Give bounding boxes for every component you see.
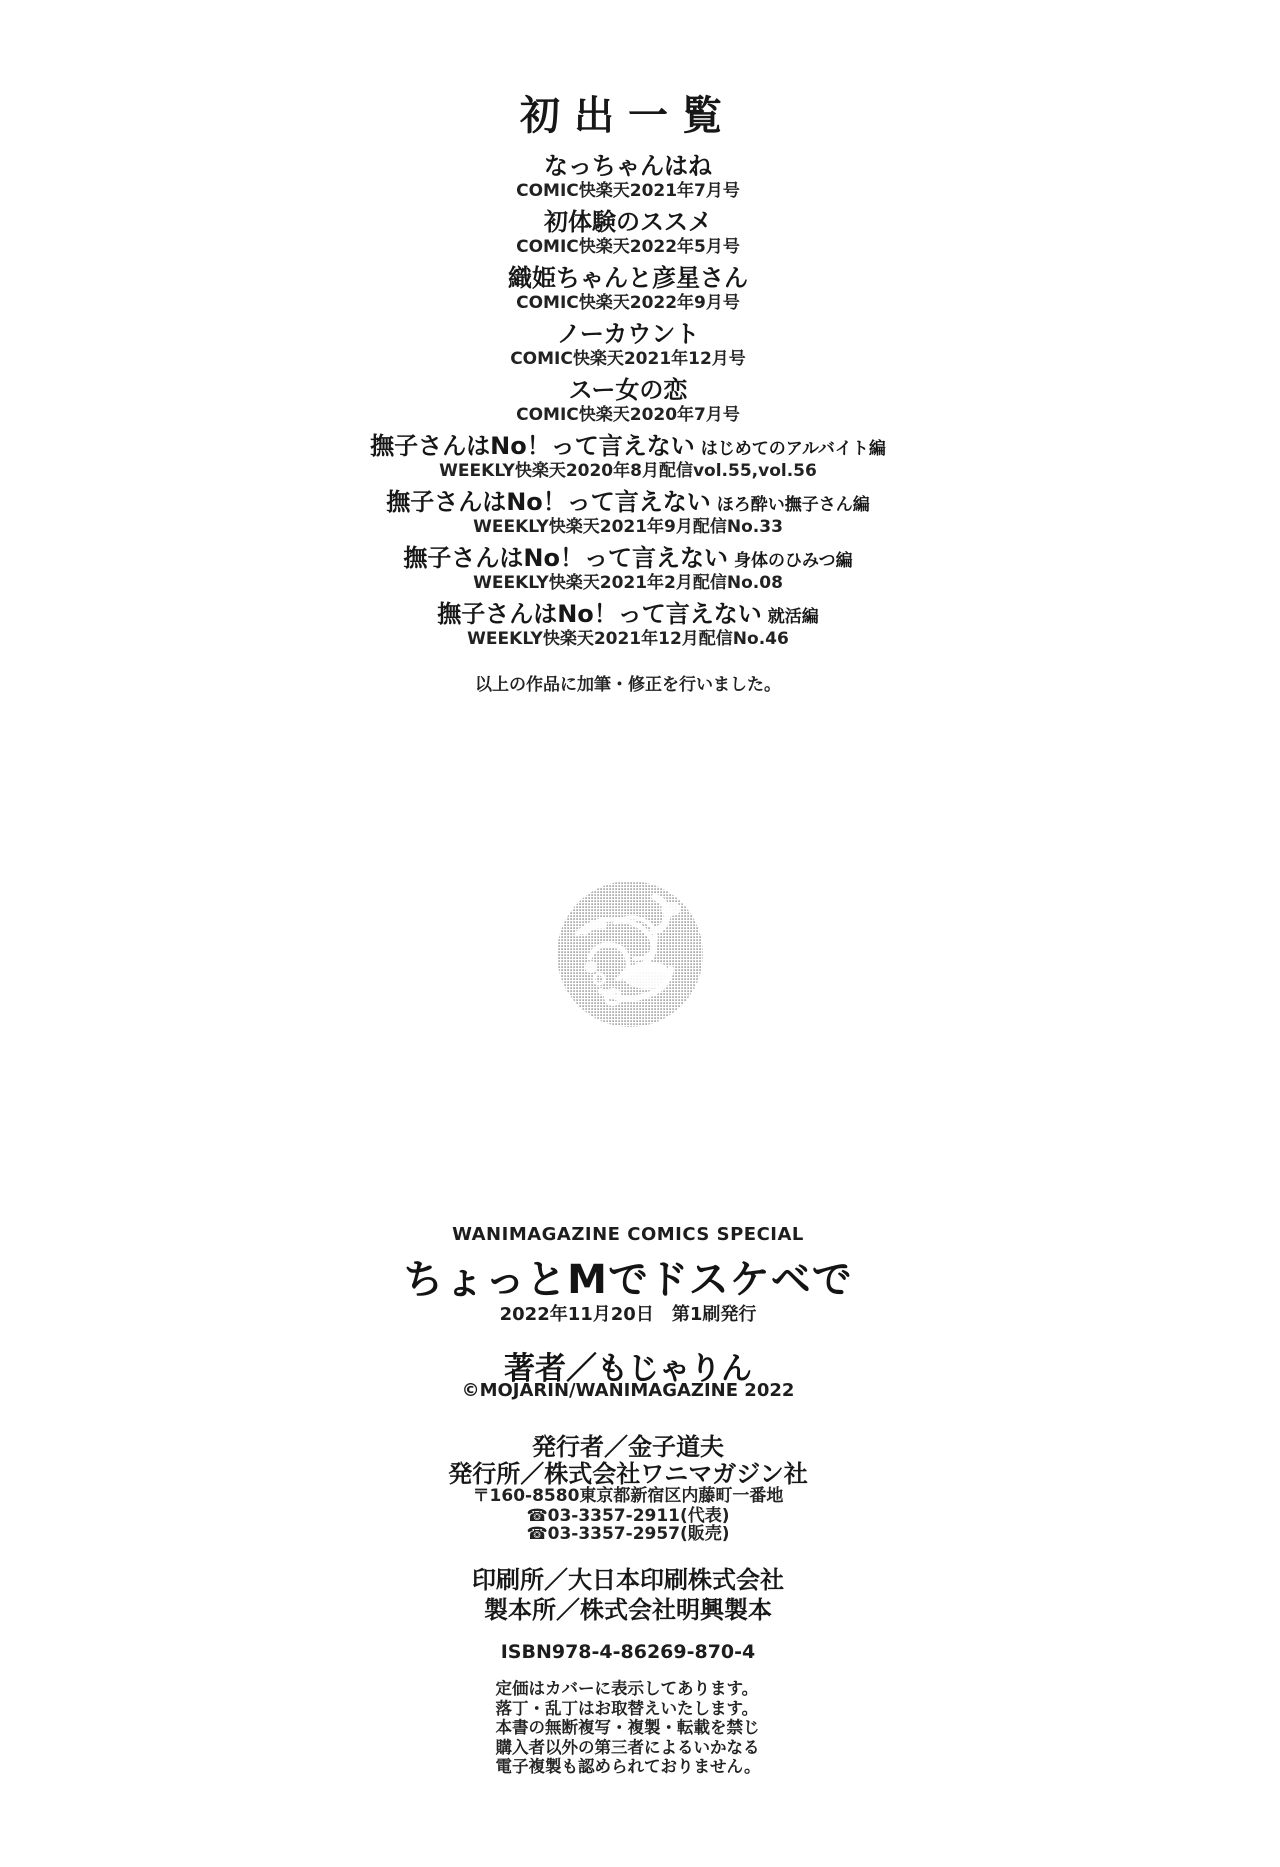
publication-entry <box>0 208 1268 258</box>
publication-title: ノーカウント <box>556 320 700 349</box>
publication-entry-title-row <box>0 600 1268 629</box>
publication-source: WEEKLY快楽天2020年8月配信vol.55,vol.56 <box>439 461 817 482</box>
publication-entry-title-row <box>0 488 1268 517</box>
publication-source: COMIC快楽天2020年7月号 <box>516 404 740 425</box>
publication-entry <box>0 376 1268 426</box>
publication-source: WEEKLY快楽天2021年9月配信No.33 <box>473 517 783 538</box>
publication-title: なっちゃんはね <box>544 152 712 180</box>
printer-company: 印刷所／大日本印刷株式会社 <box>472 1566 784 1594</box>
publication-episode: 身体のひみつ編 <box>733 551 853 572</box>
publication-source: COMIC快楽天2021年12月号 <box>510 348 746 369</box>
publication-episode: はじめてのアルバイト編 <box>700 439 886 460</box>
publication-episode: ほろ酔い撫子さん編 <box>716 495 870 516</box>
publication-title: 初体験のススメ <box>544 208 712 237</box>
publication-title: 撫子さんはNo！って言えない <box>370 432 695 461</box>
legal-notice-line: 購入者以外の第三者によるいかなる <box>495 1737 760 1757</box>
publication-entry <box>0 544 1268 594</box>
publication-entry-title-row <box>0 432 1268 461</box>
dragon-seal-watermark-icon <box>555 878 705 1030</box>
legal-notice-line: 本書の無断複写・複製・転載を禁じ <box>495 1718 760 1738</box>
legal-notice-line: 電子複製も認められておりません。 <box>495 1757 761 1777</box>
first-publication-list-title: 初出一覧 <box>520 93 736 139</box>
isbn-number: ISBN978-4-86269-870-4 <box>500 1641 756 1663</box>
author-name: 著者／もじゃりん <box>504 1351 752 1387</box>
publication-episode: 就活編 <box>767 607 819 628</box>
publisher-person: 発行者／金子道夫 <box>532 1433 724 1461</box>
legal-notice-lines <box>496 1679 761 1777</box>
phone-sales: ☎03-3357-2957(販売) <box>526 1524 730 1544</box>
publication-title: スー女の恋 <box>568 376 688 405</box>
publication-entry-title-row <box>0 152 1268 181</box>
publication-entry <box>0 432 1268 482</box>
publication-entry <box>0 488 1268 538</box>
publication-entry <box>0 320 1268 370</box>
revision-note: 以上の作品に加筆・修正を行いました。 <box>475 675 781 695</box>
publication-entry <box>0 600 1268 650</box>
imprint-label: WANIMAGAZINE COMICS SPECIAL <box>452 1224 804 1245</box>
publisher-address: 〒160-8580東京都新宿区内藤町一番地 <box>472 1486 784 1506</box>
legal-notice-line: 定価はカバーに表示してあります。 <box>495 1679 759 1698</box>
publication-entry-title-row <box>0 320 1268 349</box>
copyright-notice: ©MOJARIN/WANIMAGAZINE 2022 <box>461 1380 795 1401</box>
publication-entry-title-row <box>0 264 1268 293</box>
publication-title: 撫子さんはNo！って言えない <box>403 544 728 573</box>
publication-title: 織姫ちゃんと彦星さん <box>508 264 748 293</box>
publication-entry-title-row <box>0 208 1268 237</box>
publication-source: WEEKLY快楽天2021年2月配信No.08 <box>473 573 783 594</box>
publication-source: COMIC快楽天2022年9月号 <box>516 292 740 313</box>
publication-entry <box>0 152 1268 202</box>
publication-source: COMIC快楽天2022年5月号 <box>516 236 740 257</box>
publisher-company: 発行所／株式会社ワニマガジン社 <box>448 1460 808 1488</box>
publication-entry-title-row <box>0 376 1268 405</box>
first-publication-list <box>0 152 1268 656</box>
phone-main: ☎03-3357-2911(代表) <box>526 1506 730 1526</box>
legal-notice-line: 落丁・乱丁はお取替えいたします。 <box>495 1698 759 1718</box>
publication-source: COMIC快楽天2021年7月号 <box>516 180 740 201</box>
publication-entry <box>0 264 1268 314</box>
legal-notice-block <box>0 1679 1268 1777</box>
publication-source: WEEKLY快楽天2021年12月配信No.46 <box>467 629 789 650</box>
publication-title: 撫子さんはNo！って言えない <box>386 488 711 517</box>
edition-date: 2022年11月20日 第1刷発行 <box>499 1304 757 1325</box>
book-title: ちょっとMでドスケベで <box>403 1257 853 1303</box>
binder-company: 製本所／株式会社明興製本 <box>484 1596 772 1624</box>
publication-title: 撫子さんはNo！って言えない <box>437 600 762 629</box>
publication-entry-title-row <box>0 544 1268 573</box>
